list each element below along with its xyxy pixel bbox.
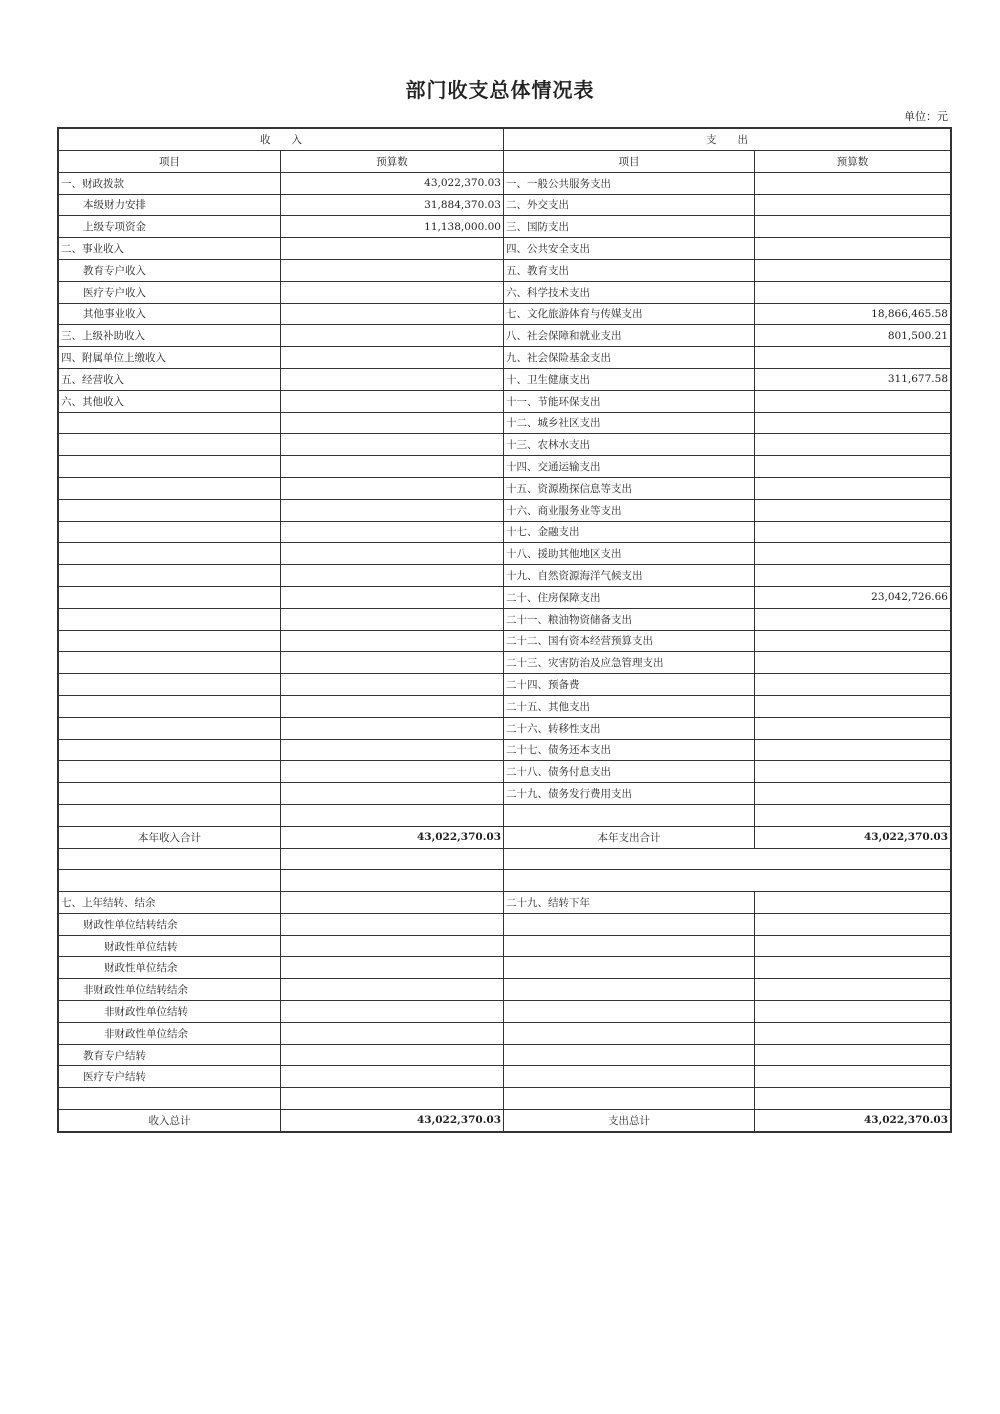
expense-amount (755, 717, 951, 739)
carry-expense-item (504, 957, 755, 979)
carry-income-item: 非财政性单位结余 (59, 1022, 281, 1044)
expense-amount (755, 630, 951, 652)
carry-income-item: 财政性单位结转 (59, 935, 281, 957)
income-amount (281, 368, 504, 390)
income-amount: 11,138,000.00 (281, 216, 504, 238)
table-row (59, 477, 951, 499)
unit-label: 单位：元 (904, 110, 948, 123)
income-amount (281, 739, 504, 761)
expense-amount (755, 216, 951, 238)
carry-row (59, 1066, 951, 1088)
carry-row (59, 913, 951, 935)
carry-income-item: 非财政性单位结转 (59, 1001, 281, 1023)
expense-item: 一、一般公共服务支出 (504, 172, 755, 194)
expense-amount (755, 761, 951, 783)
expense-item: 五、教育支出 (504, 259, 755, 281)
income-amount (281, 521, 504, 543)
expense-item: 十八、援助其他地区支出 (504, 543, 755, 565)
table-row (59, 608, 951, 630)
table-row (59, 674, 951, 696)
expense-amount (755, 499, 951, 521)
table-row (59, 194, 951, 216)
income-amount: 31,884,370.03 (281, 194, 504, 216)
expense-amount (755, 652, 951, 674)
income-item (59, 521, 281, 543)
expense-amount (755, 390, 951, 412)
table-row (59, 804, 951, 826)
income-item (59, 543, 281, 565)
expense-item: 十九、自然资源海洋气候支出 (504, 565, 755, 587)
column-header-row (59, 151, 951, 173)
carry-row (59, 1001, 951, 1023)
expense-amount (755, 347, 951, 369)
expense-amount (755, 259, 951, 281)
year-income-total-label: 本年收入合计 (59, 826, 281, 848)
carry-income-item (59, 1088, 281, 1110)
income-item (59, 608, 281, 630)
carry-expense-item (504, 1022, 755, 1044)
table-row (59, 565, 951, 587)
carry-row (59, 1088, 951, 1110)
expense-item: 十二、城乡社区支出 (504, 412, 755, 434)
expense-amount (755, 565, 951, 587)
table-row (59, 172, 951, 194)
carry-income-item: 非财政性单位结转结余 (59, 979, 281, 1001)
table-row (59, 347, 951, 369)
income-item (59, 499, 281, 521)
income-amount (281, 456, 504, 478)
table-row (59, 281, 951, 303)
grand-expense-total-label: 支出总计 (504, 1110, 755, 1132)
income-item (59, 477, 281, 499)
income-item (59, 804, 281, 826)
expense-item: 二十四、预备费 (504, 674, 755, 696)
expense-amount: 311,677.58 (755, 368, 951, 390)
table-row (59, 434, 951, 456)
income-amount (281, 281, 504, 303)
budget-table (58, 128, 951, 1132)
income-amount (281, 238, 504, 260)
expense-item: 二十三、灾害防治及应急管理支出 (504, 652, 755, 674)
income-amount (281, 325, 504, 347)
income-amount: 43,022,370.03 (281, 172, 504, 194)
expense-amount (755, 412, 951, 434)
table-row (59, 717, 951, 739)
table-row (59, 630, 951, 652)
expense-item: 十五、资源勘探信息等支出 (504, 477, 755, 499)
income-amount (281, 804, 504, 826)
income-amount (281, 652, 504, 674)
income-amount (281, 783, 504, 805)
carry-expense-item (504, 935, 755, 957)
income-item (59, 652, 281, 674)
income-item-header: 项目 (59, 151, 281, 173)
expense-budget-header: 预算数 (755, 151, 951, 173)
table-row (59, 238, 951, 260)
expense-item: 八、社会保障和就业支出 (504, 325, 755, 347)
income-item (59, 739, 281, 761)
expense-item: 二十七、债务还本支出 (504, 739, 755, 761)
income-amount (281, 412, 504, 434)
income-item (59, 761, 281, 783)
carry-expense-item: 二十九、结转下年 (504, 892, 755, 914)
expense-amount (755, 695, 951, 717)
expense-section-header: 支 出 (504, 129, 951, 151)
income-item (59, 783, 281, 805)
income-item: 四、附属单位上缴收入 (59, 347, 281, 369)
income-item: 医疗专户收入 (59, 281, 281, 303)
income-item: 一、财政拨款 (59, 172, 281, 194)
expense-item: 二、外交支出 (504, 194, 755, 216)
carry-row (59, 957, 951, 979)
expense-amount (755, 477, 951, 499)
expense-amount (755, 521, 951, 543)
income-item: 上级专项资金 (59, 216, 281, 238)
carry-expense-item (504, 1001, 755, 1023)
carry-expense-item (504, 913, 755, 935)
expense-amount (755, 674, 951, 696)
income-amount (281, 434, 504, 456)
carry-row (59, 1022, 951, 1044)
expense-item: 十六、商业服务业等支出 (504, 499, 755, 521)
income-item (59, 630, 281, 652)
income-section-header: 收 入 (59, 129, 504, 151)
carry-row (59, 1044, 951, 1066)
income-amount (281, 674, 504, 696)
income-amount (281, 390, 504, 412)
income-item (59, 412, 281, 434)
expense-amount: 18,866,465.58 (755, 303, 951, 325)
grand-income-total-label: 收入总计 (59, 1110, 281, 1132)
income-item (59, 456, 281, 478)
income-amount (281, 565, 504, 587)
expense-amount (755, 238, 951, 260)
income-amount (281, 303, 504, 325)
income-amount (281, 586, 504, 608)
expense-item: 十四、交通运输支出 (504, 456, 755, 478)
income-amount (281, 761, 504, 783)
grand-income-total-amount: 43,022,370.03 (281, 1110, 504, 1132)
carry-income-item: 财政性单位结转结余 (59, 913, 281, 935)
income-item (59, 717, 281, 739)
expense-item: 十七、金融支出 (504, 521, 755, 543)
expense-amount (755, 281, 951, 303)
grand-total-row (59, 1110, 951, 1132)
expense-item: 二十、住房保障支出 (504, 586, 755, 608)
expense-item: 六、科学技术支出 (504, 281, 755, 303)
income-amount (281, 695, 504, 717)
expense-item: 二十九、债务发行费用支出 (504, 783, 755, 805)
carry-expense-item (504, 1088, 755, 1110)
expense-item: 二十五、其他支出 (504, 695, 755, 717)
expense-amount (755, 456, 951, 478)
table-row (59, 695, 951, 717)
carry-row (59, 892, 951, 914)
carry-expense-item (504, 1044, 755, 1066)
expense-item: 二十八、债务付息支出 (504, 761, 755, 783)
expense-amount (755, 434, 951, 456)
income-item: 六、其他收入 (59, 390, 281, 412)
carry-expense-item (504, 1066, 755, 1088)
section-header-row (59, 129, 951, 151)
income-amount (281, 499, 504, 521)
expense-item: 十三、农林水支出 (504, 434, 755, 456)
expense-item: 九、社会保险基金支出 (504, 347, 755, 369)
carry-income-item: 教育专户结转 (59, 1044, 281, 1066)
expense-amount (755, 739, 951, 761)
expense-item: 二十六、转移性支出 (504, 717, 755, 739)
expense-item: 十一、节能环保支出 (504, 390, 755, 412)
expense-item: 三、国防支出 (504, 216, 755, 238)
table-row (59, 652, 951, 674)
expense-item: 七、文化旅游体育与传媒支出 (504, 303, 755, 325)
blank-row (59, 848, 951, 870)
table-row (59, 303, 951, 325)
expense-item: 二十一、粮油物资储备支出 (504, 608, 755, 630)
expense-amount (755, 543, 951, 565)
year-expense-total-amount: 43,022,370.03 (755, 826, 951, 848)
expense-item: 二十二、国有资本经营预算支出 (504, 630, 755, 652)
income-amount (281, 630, 504, 652)
table-row (59, 739, 951, 761)
table-row (59, 761, 951, 783)
income-item (59, 586, 281, 608)
income-amount (281, 717, 504, 739)
blank-row (59, 870, 951, 892)
expense-amount (755, 194, 951, 216)
table-row (59, 543, 951, 565)
expense-amount: 23,042,726.66 (755, 586, 951, 608)
table-row (59, 412, 951, 434)
grand-expense-total-amount: 43,022,370.03 (755, 1110, 951, 1132)
income-item (59, 674, 281, 696)
carry-income-item: 财政性单位结余 (59, 957, 281, 979)
income-item (59, 695, 281, 717)
expense-item: 四、公共安全支出 (504, 238, 755, 260)
expense-item: 十、卫生健康支出 (504, 368, 755, 390)
year-expense-total-label: 本年支出合计 (504, 826, 755, 848)
table-row (59, 456, 951, 478)
carry-expense-item (504, 979, 755, 1001)
income-amount (281, 259, 504, 281)
expense-amount (755, 804, 951, 826)
table-row (59, 586, 951, 608)
income-amount (281, 608, 504, 630)
year-income-total-amount: 43,022,370.03 (281, 826, 504, 848)
income-item (59, 565, 281, 587)
income-amount (281, 347, 504, 369)
table-row (59, 783, 951, 805)
table-row (59, 499, 951, 521)
income-item: 本级财力安排 (59, 194, 281, 216)
table-row (59, 259, 951, 281)
table-row (59, 325, 951, 347)
income-item: 二、事业收入 (59, 238, 281, 260)
income-amount (281, 477, 504, 499)
table-row (59, 216, 951, 238)
expense-item (504, 804, 755, 826)
expense-amount (755, 172, 951, 194)
expense-amount (755, 608, 951, 630)
year-total-row (59, 826, 951, 848)
income-amount (281, 543, 504, 565)
income-item: 其他事业收入 (59, 303, 281, 325)
table-row (59, 521, 951, 543)
income-item (59, 434, 281, 456)
expense-amount: 801,500.21 (755, 325, 951, 347)
income-budget-header: 预算数 (281, 151, 504, 173)
expense-amount (755, 783, 951, 805)
expense-item-header: 项目 (504, 151, 755, 173)
income-item: 三、上级补助收入 (59, 325, 281, 347)
table-row (59, 390, 951, 412)
table-row (59, 368, 951, 390)
income-item: 五、经营收入 (59, 368, 281, 390)
page-title: 部门收支总体情况表 (405, 78, 595, 102)
carry-row (59, 935, 951, 957)
carry-income-item: 七、上年结转、结余 (59, 892, 281, 914)
carry-income-item: 医疗专户结转 (59, 1066, 281, 1088)
carry-row (59, 979, 951, 1001)
income-item: 教育专户收入 (59, 259, 281, 281)
